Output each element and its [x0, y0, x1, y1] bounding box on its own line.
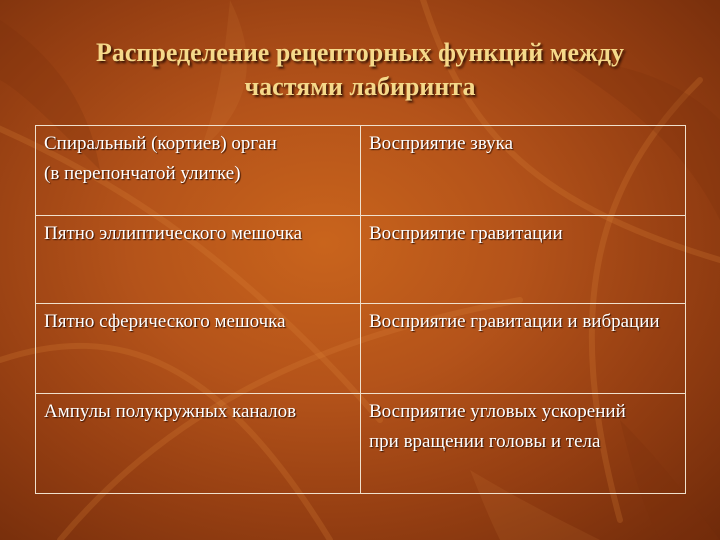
table-row [36, 394, 686, 494]
table-cell-function [361, 394, 686, 494]
table-cell-function [361, 126, 686, 216]
slide-title-line-2: частями лабиринта [244, 72, 476, 101]
cell-text: Пятно сферического мешочка [44, 311, 286, 332]
table-cell-structure [36, 126, 361, 216]
receptor-functions-table [35, 125, 686, 494]
cell-text: Восприятие гравитации [369, 223, 563, 244]
cell-text: (в перепончатой улитке) [44, 163, 241, 184]
cell-text: Пятно эллиптического мешочка [44, 223, 303, 244]
cell-text: при вращении головы и тела [369, 431, 601, 452]
slide-title-line-1: Распределение рецепторных функций между [95, 38, 625, 67]
slide-title [40, 36, 680, 104]
cell-text: Спиральный (кортиев) орган [44, 133, 277, 154]
cell-text: Восприятие гравитации и вибрации [369, 311, 660, 332]
cell-text: Восприятие угловых ускорений [369, 401, 626, 422]
table-row [36, 304, 686, 394]
table-cell-structure [36, 394, 361, 494]
table-cell-structure [36, 304, 361, 394]
table-cell-function [361, 216, 686, 304]
table-row [36, 216, 686, 304]
table-cell-function [361, 304, 686, 394]
table-row [36, 126, 686, 216]
table-cell-structure [36, 216, 361, 304]
cell-text: Ампулы полукружных каналов [44, 401, 297, 422]
cell-text: Восприятие звука [369, 133, 514, 154]
